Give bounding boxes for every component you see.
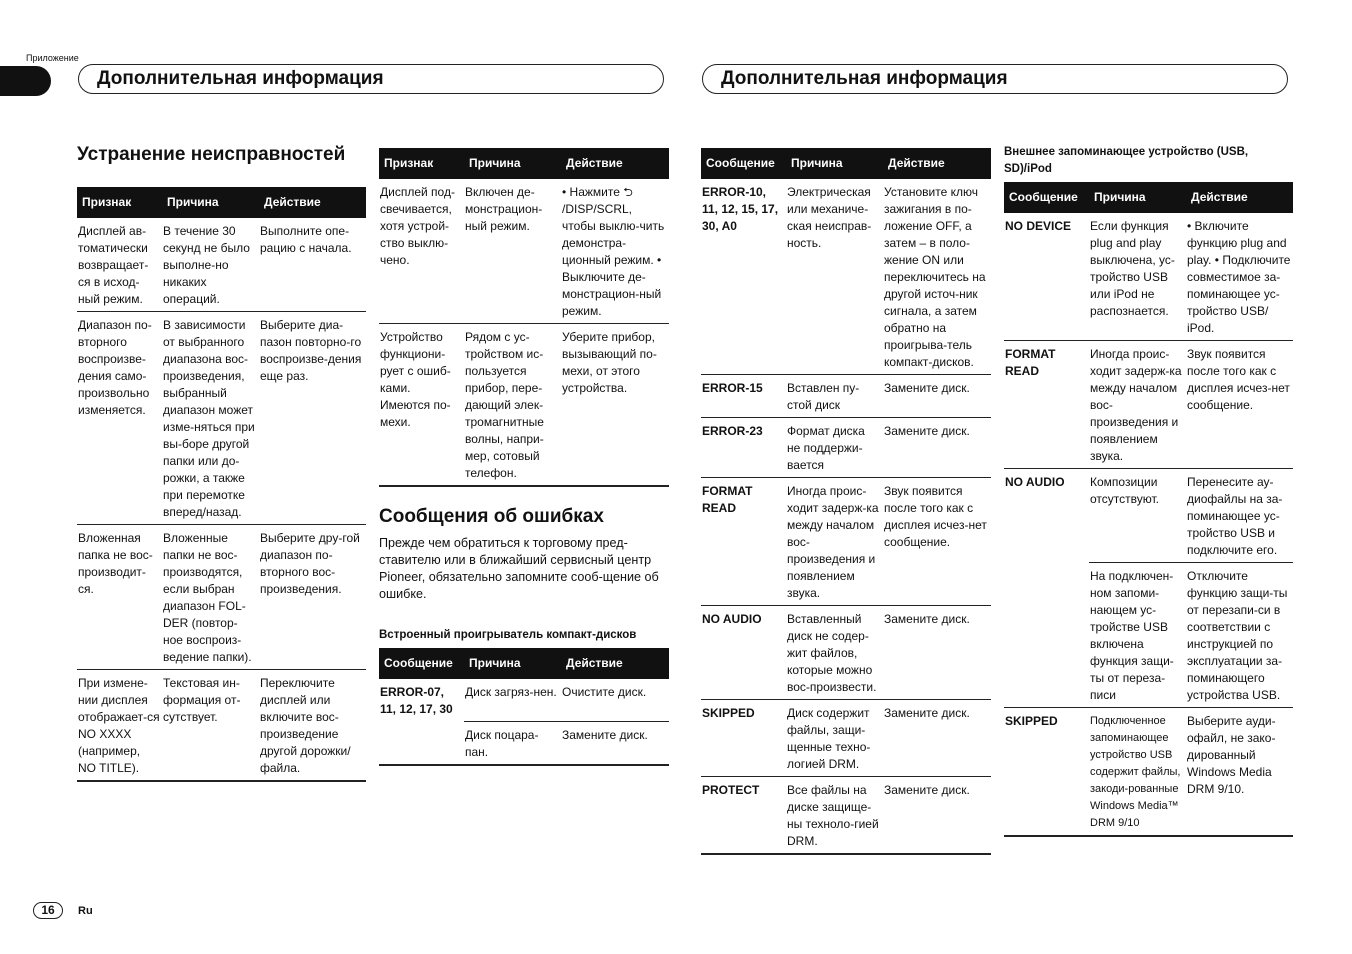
column-header: Причина [464,148,561,179]
table-row: NO DEVICE Если функция plug and play выключена, ус-тройство USB или iPod не распознается. • Включите функцию plug and play. • Подключите совместимое за-поминающее ус-тройство USB/ iPod. [1004,213,1293,341]
column-header: Причина [162,187,259,218]
table-row: FORMAT READ Иногда проис-ходит задерж-ка между началом вос-произведения и появлением звука. Звук появится после того как с дисплея исчез-нет сообщение. [1004,341,1293,469]
errors-intro: Прежде чем обратиться к торговому пред-ставителю или в ближайший сервисный центр Pioneer, обязательно запомните сооб-щение об ошибке. [379,536,659,601]
table-row: ERROR-15 Вставлен пу-стой диск Замените диск. [701,375,991,418]
header-right: Дополнительная информация [702,64,1288,94]
column-header: Причина [786,148,883,179]
table-row: PROTECT Все файлы на диске защище-ны техноло-гией DRM. Замените диск. [701,777,991,855]
column-header: Действие [259,187,366,218]
table-row: ERROR-07, 11, 12, 17, 30 Диск загряз-нен. Очистите диск. [379,679,669,721]
header-left: Дополнительная информация [78,64,664,94]
column-header: Сообщение [701,148,786,179]
table-row: ERROR-10, 11, 12, 15, 17, 30, A0 Электрическая или механиче-ская неисправ-ность. Установите ключ зажигания в по-ложение OFF, а затем – в поло-жение ON или переключитесь на другой источ-ник сигнала, а затем обратно на проигрыва-тель компакт-дисков. [701,179,991,375]
column-header: Признак [379,148,464,179]
table-row: На подключен-ном запоми-нающем ус-тройстве USB включена функция защи-ты от переза-писи Отключите функцию защи-ты от перезапи-си в соответствии с инструкцией по эксплуатации за-поминающего устройства USB. [1004,563,1293,708]
column-header: Сообщение [379,648,464,679]
usb-error-table [1004,182,1293,837]
column-header: Действие [561,648,669,679]
usb-title: Внешнее запоминающее устройство (USB, SD)/iPod [1004,146,1249,175]
table-row: SKIPPED Подключенное запоминающее устройство USB содержит файлы, закоди-рованные Windows Media™ DRM 9/10 Выберите ауди-офайл, не зако-дированный Windows Media DRM 9/10. [1004,708,1293,837]
troubleshooting-table [77,187,366,782]
section-tab [0,66,51,96]
table-row: NO AUDIO Вставленный диск не содер-жит файлов, которые можно вос-произвести. Замените диск. [701,606,991,700]
troubleshooting-title: Устранение неисправностей [77,144,346,165]
page-number: 16 [33,902,63,919]
cd-error-table [701,148,991,855]
errors-title: Сообщения об ошибках [379,506,604,527]
table-row: ERROR-23 Формат диска не поддержи-вается Замените диск. [701,418,991,478]
table-row: SKIPPED Диск содержит файлы, защи-щенные техно-логией DRM. Замените диск. [701,700,991,777]
builtin-cd-title: Встроенный проигрыватель компакт-дисков [379,629,637,641]
builtin-cd-error-table [379,648,669,766]
language-label: Ru [78,905,93,917]
column-header: Действие [1186,182,1293,213]
column-header: Причина [1089,182,1186,213]
troubleshooting-table-continued [379,148,669,487]
column-header: Действие [883,148,991,179]
table-row: Диапазон по-вторного воспроизве-дения само-произвольно изменяется. В зависимости от выбранного диапазона вос-произведения, выбранный диапазон может изме-няться при вы-боре другой папки или до-рожки, а также при перемотке вперед/назад. Выберите диа-пазон повторно-го воспроизве-дения еще раз. [77,312,366,525]
table-row: NO AUDIO Композиции отсутствуют. Перенесите ау-диофайлы на за-поминающее ус-тройство USB и подключите его. [1004,469,1293,563]
table-row: Дисплей под-свечивается, хотя устрой-ство выклю-чено. Включен де-монстрацион-ный режим. • Нажмите ⮌ /DISP/SCRL, чтобы выклю-чить демонстра-ционный режим. • Выключите де-монстрацион-ный режим. [379,179,669,324]
table-row: Диск поцара-пан. Замените диск. [379,721,669,765]
table-row: Устройство функциони-рует с ошиб-ками. Имеются по-мехи. Рядом с ус-тройством ис-пользуется прибор, пере-дающий элек-тромагнитные волны, напри-мер, сотовый телефон. Уберите прибор, вызывающий по-мехи, от этого устройства. [379,324,669,487]
column-header: Сообщение [1004,182,1089,213]
table-row: Вложенная папка не вос-производит-ся. Вложенные папки не вос-производятся, если выбран диапазон FOL-DER (повтор-ное воспроиз-ведение папки). Выберите дру-гой диапазон по-вторного вос-произведения. [77,525,366,670]
column-header: Действие [561,148,669,179]
appendix-label: Приложение [26,53,79,63]
table-row: Дисплей ав-томатически возвращает-ся в исход-ный режим. В течение 30 секунд не было выполне-но никаких операций. Выполните опе-рацию с начала. [77,218,366,312]
column-header: Причина [464,648,561,679]
table-row: FORMAT READ Иногда проис-ходит задерж-ка между началом вос-произведения и появлением звука. Звук появится после того как с дисплея исчез-нет сообщение. [701,478,991,606]
column-header: Признак [77,187,162,218]
table-row: При измене-нии дисплея отображает-ся NO XXXX (например, NO TITLE). Текстовая ин-формация от-сутствует. Переключите дисплей или включите вос-произведение другой дорожки/ файла. [77,670,366,782]
